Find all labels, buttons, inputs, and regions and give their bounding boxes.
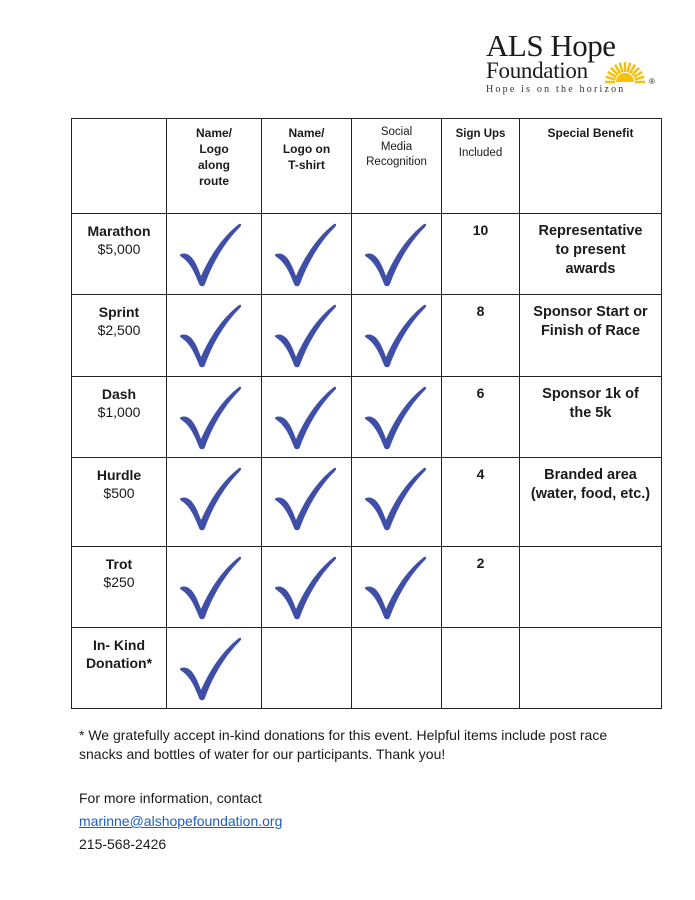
social-cell [352, 628, 442, 709]
header-tshirt: Name/ Logo on T-shirt [262, 119, 352, 214]
header-blank [72, 119, 167, 214]
checkmark-icon [364, 301, 428, 369]
logo-foundation: Foundation [486, 58, 588, 83]
registered-mark: ® [649, 77, 655, 86]
route-cell [167, 214, 262, 295]
signups-count: 10 [442, 214, 520, 295]
route-cell [167, 628, 262, 709]
tshirt-cell [262, 547, 352, 628]
level-name: In- Kind Donation* [85, 637, 153, 671]
checkmark-icon [179, 464, 243, 532]
route-cell [167, 377, 262, 458]
sponsor-level [72, 628, 167, 709]
level-name: Sprint [98, 304, 140, 320]
level-amount: $2,500 [97, 322, 141, 338]
checkmark-icon [179, 301, 243, 369]
checkmark-icon [274, 383, 338, 451]
signups-count [442, 628, 520, 709]
level-name: Trot [105, 556, 133, 572]
tshirt-cell [262, 214, 352, 295]
checkmark-icon [364, 220, 428, 288]
checkmark-icon [274, 301, 338, 369]
level-amount: $250 [103, 574, 135, 590]
level-amount: $5,000 [97, 241, 141, 257]
checkmark-icon [364, 464, 428, 532]
header-social: Social Media Recognition [352, 119, 442, 214]
sun-ray [620, 63, 623, 73]
level-amount: $500 [103, 485, 135, 501]
level-amount: $1,000 [97, 404, 141, 420]
tshirt-cell [262, 295, 352, 377]
checkmark-icon [179, 383, 243, 451]
signups-count: 4 [442, 458, 520, 547]
logo-tagline: Hope is on the horizon [486, 84, 626, 95]
in-kind-footnote: * We gratefully accept in-kind donations for this event. Helpful items include post race snacks and bottles of water for our participants. Thank you! [79, 727, 608, 762]
table-row [72, 377, 662, 458]
table-header-row [72, 119, 662, 214]
tshirt-cell [262, 458, 352, 547]
table-row [72, 214, 662, 295]
sun-ray [606, 77, 616, 80]
level-name: Dash [101, 386, 137, 402]
special-benefit [520, 547, 662, 628]
social-cell [352, 458, 442, 547]
social-cell [352, 377, 442, 458]
logo-name: ALS Hope [486, 28, 616, 63]
table-row [72, 547, 662, 628]
sponsor-level [72, 214, 167, 295]
tshirt-cell [262, 377, 352, 458]
sponsor-level [72, 458, 167, 547]
contact-phone: 215-568-2426 [79, 836, 167, 852]
sponsor-level [72, 377, 167, 458]
social-cell [352, 547, 442, 628]
special-benefit: Sponsor Start or Finish of Race [520, 295, 662, 377]
checkmark-icon [274, 553, 338, 621]
header-benefit: Special Benefit [520, 119, 662, 214]
checkmark-icon [274, 464, 338, 532]
header-signups: Sign Ups Included [442, 119, 520, 214]
sun-disc [616, 73, 634, 82]
signups-count: 2 [442, 547, 520, 628]
sponsor-level [72, 295, 167, 377]
sun-ray [635, 77, 645, 80]
signups-count: 6 [442, 377, 520, 458]
signups-count: 8 [442, 295, 520, 377]
table-row [72, 628, 662, 709]
contact-intro: For more information, contact [79, 790, 262, 806]
checkmark-icon [179, 634, 243, 702]
table-row [72, 458, 662, 547]
level-name: Marathon [87, 223, 151, 239]
special-benefit: Sponsor 1k of the 5k [520, 377, 662, 458]
route-cell [167, 295, 262, 377]
social-cell [352, 214, 442, 295]
sponsorship-table [71, 118, 662, 709]
sponsor-level [72, 547, 167, 628]
als-hope-logo [482, 30, 672, 98]
social-cell [352, 295, 442, 377]
special-benefit: Branded area (water, food, etc.) [520, 458, 662, 547]
checkmark-icon [274, 220, 338, 288]
checkmark-icon [179, 220, 243, 288]
route-cell [167, 547, 262, 628]
special-benefit: Representative to present awards [520, 214, 662, 295]
sun-ray [628, 63, 631, 73]
route-cell [167, 458, 262, 547]
tshirt-cell [262, 628, 352, 709]
checkmark-icon [179, 553, 243, 621]
checkmark-icon [364, 383, 428, 451]
contact-block [79, 787, 282, 856]
checkmark-icon [364, 553, 428, 621]
level-name: Hurdle [96, 467, 142, 483]
table-row [72, 295, 662, 377]
header-route: Name/ Logo along route [167, 119, 262, 214]
special-benefit [520, 628, 662, 709]
contact-email-link[interactable]: marinne@alshopefoundation.org [79, 813, 283, 829]
